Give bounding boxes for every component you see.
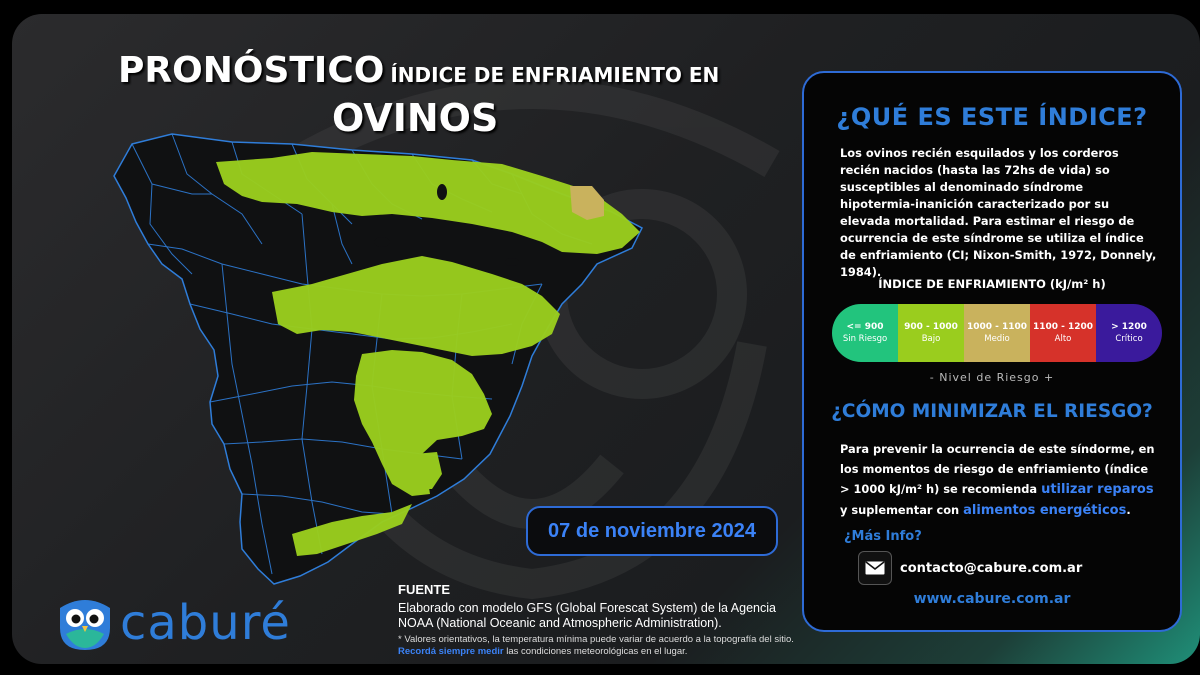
risk-scale: [832, 304, 1162, 362]
email-link[interactable]: contacto@cabure.com.ar: [900, 560, 1083, 576]
scale-label: Sin Riesgo: [842, 334, 888, 344]
email-row[interactable]: [858, 551, 1082, 585]
title-line-1: [118, 50, 719, 91]
title-sub: ÍNDICE DE ENFRIAMIENTO EN: [390, 63, 720, 87]
source-note-highlight: Recordá siempre medir: [398, 646, 504, 657]
scale-segment: [832, 304, 898, 362]
scale-label: Bajo: [921, 334, 941, 344]
panel-heading-minimize: ¿CÓMO MINIMIZAR EL RIESGO?: [831, 401, 1153, 422]
scale-label: Crítico: [1115, 334, 1143, 344]
source-block: [398, 582, 808, 658]
owl-logo-icon: [56, 594, 114, 652]
scale-range: 900 - 1000: [904, 322, 958, 332]
highlight-alimentos: alimentos energéticos: [963, 503, 1127, 518]
scale-segment: [964, 304, 1030, 362]
scale-range: 1100 - 1200: [1032, 322, 1094, 332]
scale-label: Medio: [984, 334, 1010, 344]
background-frame: [12, 14, 1200, 664]
scale-segment: [1030, 304, 1096, 362]
logo-text: caburé: [120, 595, 291, 651]
scale-footer: - Nivel de Riesgo +: [929, 371, 1055, 384]
cabure-logo: [56, 594, 291, 652]
highlight-reparos: utilizar reparos: [1041, 482, 1154, 497]
paragraph2-part-c: .: [1126, 503, 1131, 517]
source-note: [398, 634, 808, 658]
source-note-suffix: las condiciones meteorológicas en el lugar.: [503, 646, 688, 657]
scale-title: ÍNDICE DE ENFRIAMIENTO (kJ/m² h): [878, 277, 1106, 291]
scale-segment: [1096, 304, 1162, 362]
source-title: FUENTE: [398, 582, 450, 597]
title-main: PRONÓSTICO: [118, 50, 385, 91]
more-info-label: ¿Más Info?: [844, 529, 922, 544]
scale-label: Alto: [1054, 334, 1072, 344]
forecast-date: 07 de noviembre 2024: [526, 506, 778, 556]
scale-range: 1000 - 1100: [966, 322, 1028, 332]
paragraph2-part-b: y suplementar con: [840, 503, 964, 517]
website-link[interactable]: www.cabure.com.ar: [913, 591, 1071, 607]
source-note-prefix: * Valores orientativos, la temperatura mínima puede variar de acuerdo a la topografía del sitio.: [398, 634, 794, 645]
panel-heading-what: ¿QUÉ ES ESTE ÍNDICE?: [836, 103, 1148, 131]
scale-range: <= 900: [846, 322, 884, 332]
info-panel: [802, 71, 1182, 632]
panel-paragraph-what: Los ovinos recién esquilados y los corderos recién nacidos (hasta las 72hs de vida) so susceptibles al denominado síndrome hipotermia-inanición caracterizado por su elevada mortalidad. Para estimar el riesgo de ocurrencia de este síndrome se utiliza el índice de enfriamiento (CI; Nixon-Smith, 1972, Donnely, 1984).: [840, 146, 1157, 279]
panel-paragraph-minimize: [840, 439, 1160, 521]
scale-range: > 1200: [1111, 322, 1147, 332]
scale-segment: [898, 304, 964, 362]
source-text: Elaborado con modelo GFS (Global Forescat System) de la Agencia NOAA (National Oceanic and Atmospheric Administration).: [398, 601, 776, 630]
paragraph2-part-a: Para prevenir la ocurrencia de este síndorme, en los momentos de riesgo de enfriamiento (índice > 1000 kJ/m² h) se recomienda: [840, 442, 1155, 496]
title-line-2: OVINOS: [332, 96, 499, 140]
envelope-icon: [858, 551, 892, 585]
